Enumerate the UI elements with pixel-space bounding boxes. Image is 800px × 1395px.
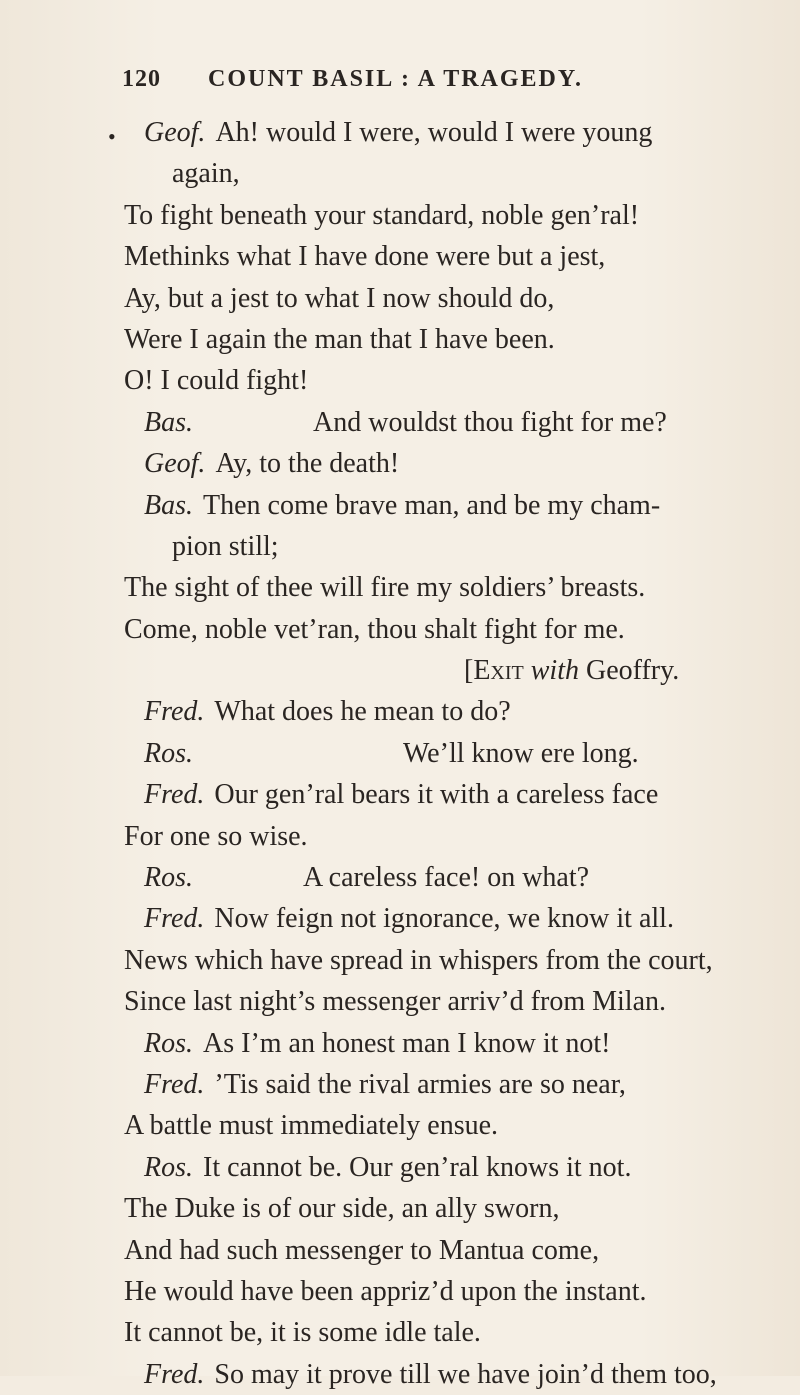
verse-line: For one so wise. [124, 820, 308, 852]
stage-direction [124, 650, 764, 691]
verse-line [124, 691, 764, 732]
verse-line: Ay, but a jest to what I now should do, [124, 282, 555, 314]
verse-line [124, 1354, 764, 1395]
line-text: Then come brave man, and be my cham- [203, 489, 661, 521]
verse-line [124, 857, 764, 898]
speaker-label: Ros. [144, 737, 193, 769]
verse-line [124, 485, 764, 526]
verse-line: News which have spread in whispers from the court, [124, 944, 713, 976]
line-text: ’Tis said the rival armies are so near, [214, 1068, 626, 1100]
speaker-label: Fred. [144, 903, 205, 935]
verse-line [124, 898, 764, 939]
verse-line: Since last night’s messenger arriv’d from Milan. [124, 986, 666, 1018]
verse-line: Were I again the man that I have been. [124, 323, 555, 355]
printers-mark: • [108, 124, 116, 149]
speaker-label: Fred. [144, 779, 205, 811]
verse-line: again, [172, 158, 240, 190]
verse-line: A battle must immediately ensue. [124, 1110, 499, 1142]
speaker-label: Bas. [144, 406, 193, 438]
running-header [122, 66, 722, 93]
verse-line [124, 1064, 764, 1105]
page-number: 120 [122, 66, 161, 92]
verse-line: He would have been appriz’d upon the instant. [124, 1275, 647, 1307]
line-text: We’ll know ere long. [403, 737, 639, 769]
speaker-label: Geof. [144, 117, 206, 148]
speaker-label: Fred. [144, 1068, 205, 1100]
verse-line [124, 443, 764, 484]
line-text: What does he mean to do? [214, 696, 511, 728]
verse-line: O! I could fight! [124, 365, 309, 397]
verse-line: pion still; [172, 530, 279, 562]
verse-line [124, 733, 764, 774]
verse-line: Methinks what I have done were but a jest, [124, 241, 606, 273]
line-text: Ay, to the death! [215, 448, 400, 480]
speaker-label: Ros. [144, 1027, 193, 1059]
character-name: Geoffry. [585, 655, 680, 687]
play-text [124, 112, 764, 1395]
speaker-label: Geof. [144, 448, 206, 480]
verse-line [124, 1023, 764, 1064]
verse-line [124, 402, 764, 443]
verse-line: It cannot be, it is some idle tale. [124, 1317, 481, 1349]
running-title: COUNT BASIL : A TRAGEDY. [208, 66, 583, 92]
with-label: with [530, 655, 579, 687]
speaker-label: Ros. [144, 1151, 193, 1183]
verse-line [124, 112, 764, 153]
line-text: It cannot be. Our gen’ral knows it not. [203, 1151, 632, 1183]
line-text: Now feign not ignorance, we know it all. [214, 903, 674, 935]
line-text: Ah! would I were, would I were young [215, 117, 653, 148]
verse-line: Come, noble vet’ran, thou shalt fight for me. [124, 613, 625, 645]
verse-line [124, 1147, 764, 1188]
verse-line: The sight of thee will fire my soldiers’ breasts. [124, 572, 646, 604]
speaker-label: Fred. [144, 1358, 205, 1390]
speaker-label: Bas. [144, 489, 193, 521]
verse-line: The Duke is of our side, an ally sworn, [124, 1193, 560, 1225]
line-text: Our gen’ral bears it with a careless face [214, 779, 659, 811]
speaker-label: Ros. [144, 862, 193, 894]
line-text: As I’m an honest man I know it not! [203, 1027, 611, 1059]
line-text: A careless face! on what? [303, 862, 590, 894]
speaker-label: Fred. [144, 696, 205, 728]
exit-label: [Exit [464, 655, 524, 687]
verse-line: And had such messenger to Mantua come, [124, 1234, 600, 1266]
line-text: So may it prove till we have join’d them too, [214, 1358, 717, 1390]
line-text: And wouldst thou fight for me? [313, 406, 667, 438]
verse-line: To fight beneath your standard, noble gen’ral! [124, 199, 640, 231]
verse-line [124, 774, 764, 815]
